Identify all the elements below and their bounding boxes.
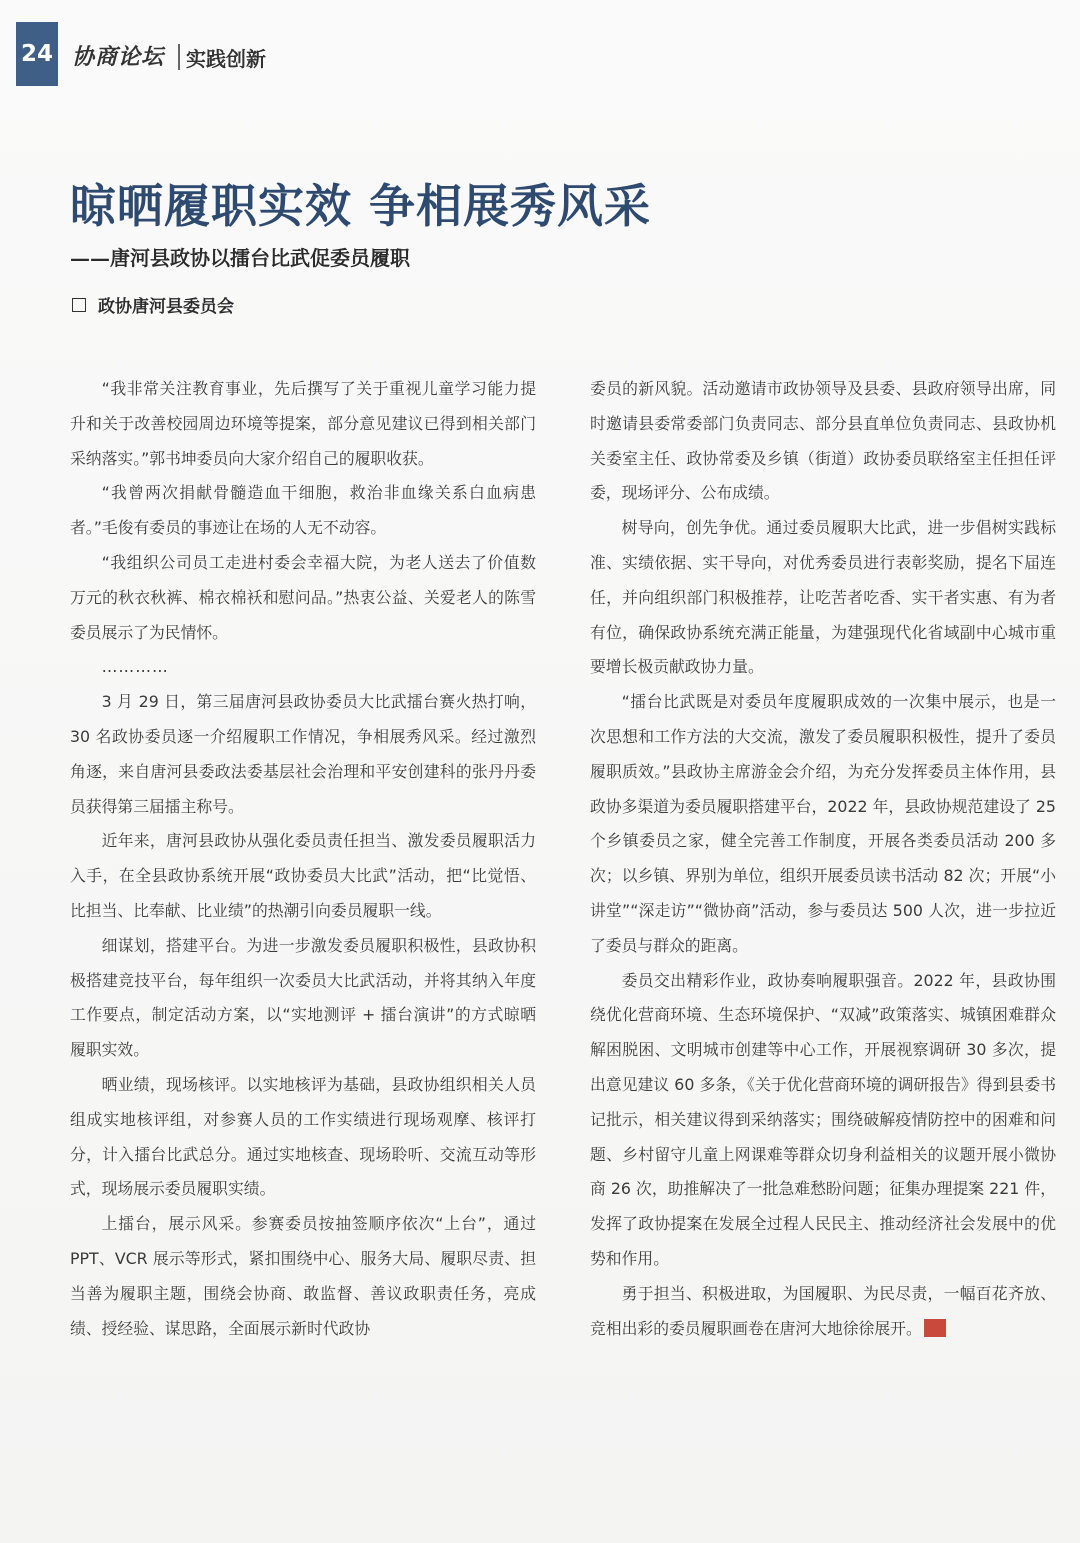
magazine-end-mark-icon xyxy=(924,1319,946,1337)
left-column xyxy=(70,372,536,1346)
magazine-logo: 协商论坛 xyxy=(72,44,165,70)
author-line xyxy=(72,292,234,317)
final-text: 勇于担当、积极进取，为国履职、为民尽责，一幅百花齐放、竞相出彩的委员履职画卷在唐河大地徐徐展开。 xyxy=(590,1283,1056,1338)
paragraph: 晒业绩，现场核评。以实地核评为基础，县政协组织相关人员组成实地核评组，对参赛人员的工作实绩进行现场观摩、核评打分，计入擂台比武总分。通过实地核查、现场聆听、交流互动等形式，现场展示委员履职实绩。 xyxy=(70,1074,536,1199)
section-name: 实践创新 xyxy=(186,47,266,71)
right-column xyxy=(590,372,1056,1346)
article-author: 政协唐河县委员会 xyxy=(98,297,234,317)
paragraph: “擂台比武既是对委员年度履职成效的一次集中展示，也是一次思想和工作方法的大交流，激发了委员履职积极性，提升了委员履职质效。”县政协主席游金会介绍，为充分发挥委员主体作用，县政协多渠道为委员履职搭建平台，2022 年，县政协规范建设了 25 个乡镇委员之家，健全完善工作制度，开展各类委员活动 200 多次；以乡镇、界别为单位，组织开展委员读书活动 82 次；开展“小讲堂”“深走访”“微协商”活动，参与委员达 500 人次，进一步拉近了委员与群众的距离。 xyxy=(590,692,1056,955)
paragraph: 上擂台，展示风采。参赛委员按抽签顺序依次“上台”，通过 PPT、VCR 展示等形式，紧扣围绕中心、服务大局、履职尽责、担当善为履职主题，围绕会协商、敢监督、善议政职责任务，亮成绩、授经验、谋思路，全面展示新时代政协 xyxy=(70,1214,536,1338)
paragraph: “我非常关注教育事业，先后撰写了关于重视儿童学习能力提升和关于改善校园周边环境等提案，部分意见建议已得到相关部门采纳落实。”郭书坤委员向大家介绍自己的履职收获。 xyxy=(70,379,536,468)
page-number-badge xyxy=(16,22,58,86)
paragraph: “我曾两次捐献骨髓造血干细胞，救治非血缘关系白血病患者。”毛俊有委员的事迹让在场的人无不动容。 xyxy=(70,483,536,538)
paragraph: 树导向，创先争优。通过委员履职大比武，进一步倡树实践标准、实绩依据、实干导向，对优秀委员进行表彰奖励，提名下届连任，并向组织部门积极推荐，让吃苦者吃香、实干者实惠、有为者有位，确保政协系统充满正能量，为建强现代化省域副中心城市重要增长极贡献政协力量。 xyxy=(590,518,1056,677)
article-title: 晾晒履职实效 争相展秀风采 xyxy=(70,179,652,233)
header-divider xyxy=(178,44,180,70)
paragraph: 细谋划，搭建平台。为进一步激发委员履职积极性，县政协积极搭建竞技平台，每年组织一次委员大比武活动，并将其纳入年度工作要点，制定活动方案，以“实地测评 + 擂台演讲”的方式晾晒履职实效。 xyxy=(70,935,536,1060)
square-box-icon xyxy=(72,298,86,312)
paragraph: 委员交出精彩作业，政协奏响履职强音。2022 年，县政协围绕优化营商环境、生态环境保护、“双减”政策落实、城镇困难群众解困脱困、文明城市创建等中心工作，开展视察调研 30 多次，提出意见建议 60 多条，《关于优化营商环境的调研报告》得到县委书记批示，相关建议得到采纳落实；围绕破解疫情防控中的困难和问题、乡村留守儿童上网课难等群众切身利益相关的议题开展小微协商 26 次，助推解决了一批急难愁盼问题；征集办理提案 221 件，发挥了政协提案在发展全过程人民民主、推动经济社会发展中的优势和作用。 xyxy=(590,970,1056,1268)
paragraph: 3 月 29 日，第三届唐河县政协委员大比武擂台赛火热打响，30 名政协委员逐一介绍履职工作情况，争相展秀风采。经过激烈角逐，来自唐河县委政法委基层社会治理和平安创建科的张丹丹委员获得第三届擂主称号。 xyxy=(70,692,536,816)
paragraph: 委员的新风貌。活动邀请市政协领导及县委、县政府领导出席，同时邀请县委常委部门负责同志、部分县直单位负责同志、县政协机关委室主任、政协常委及乡镇（街道）政协委员联络室主任担任评委，现场评分、公布成绩。 xyxy=(590,379,1056,503)
paragraph-ellipsis: ………… xyxy=(101,657,169,677)
paragraph-final xyxy=(590,1277,1056,1347)
article-subtitle: ——唐河县政协以擂台比武促委员履职 xyxy=(70,246,410,270)
paragraph: “我组织公司员工走进村委会幸福大院，为老人送去了价值数万元的秋衣秋裤、棉衣棉袄和慰问品。”热衷公益、关爱老人的陈雪委员展示了为民情怀。 xyxy=(70,552,536,642)
paragraph: 近年来，唐河县政协从强化委员责任担当、激发委员履职活力入手，在全县政协系统开展“政协委员大比武”活动，把“比觉悟、比担当、比奉献、比业绩”的热潮引向委员履职一线。 xyxy=(70,831,536,920)
page-number: 24 xyxy=(20,41,53,67)
